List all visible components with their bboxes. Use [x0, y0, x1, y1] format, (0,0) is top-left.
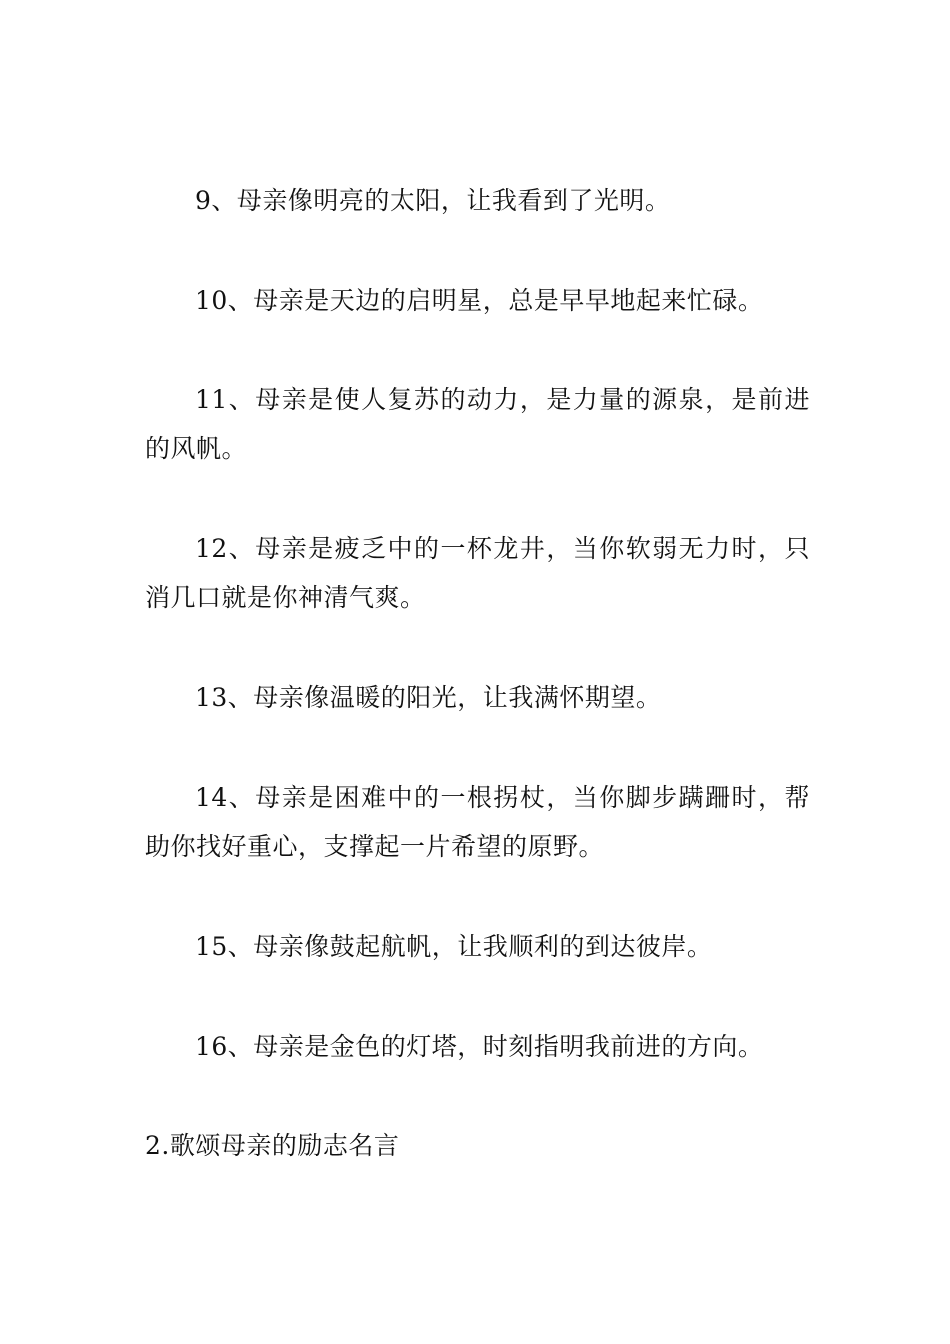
quote-paragraph-13: 13、母亲像温暖的阳光，让我满怀期望。	[195, 683, 662, 712]
quote-paragraph-16: 16、母亲是金色的灯塔，时刻指明我前进的方向。	[195, 1032, 764, 1061]
quote-paragraph-15: 15、母亲像鼓起航帆，让我顺利的到达彼岸。	[195, 932, 713, 961]
quote-paragraph-12: 12、母亲是疲乏中的一杯龙井，当你软弱无力时，只消几口就是你神清气爽。	[145, 534, 810, 612]
quote-paragraph-14: 14、母亲是困难中的一根拐杖，当你脚步蹒跚时，帮助你找好重心，支撑起一片希望的原野。	[145, 783, 810, 861]
quote-paragraph-10: 10、母亲是天边的启明星，总是早早地起来忙碌。	[195, 286, 764, 315]
quote-paragraph-11: 11、母亲是使人复苏的动力，是力量的源泉，是前进的风帆。	[145, 385, 810, 463]
quote-paragraph-9: 9、母亲像明亮的太阳，让我看到了光明。	[195, 186, 671, 215]
section-heading: 2.歌颂母亲的励志名言	[145, 1131, 400, 1160]
